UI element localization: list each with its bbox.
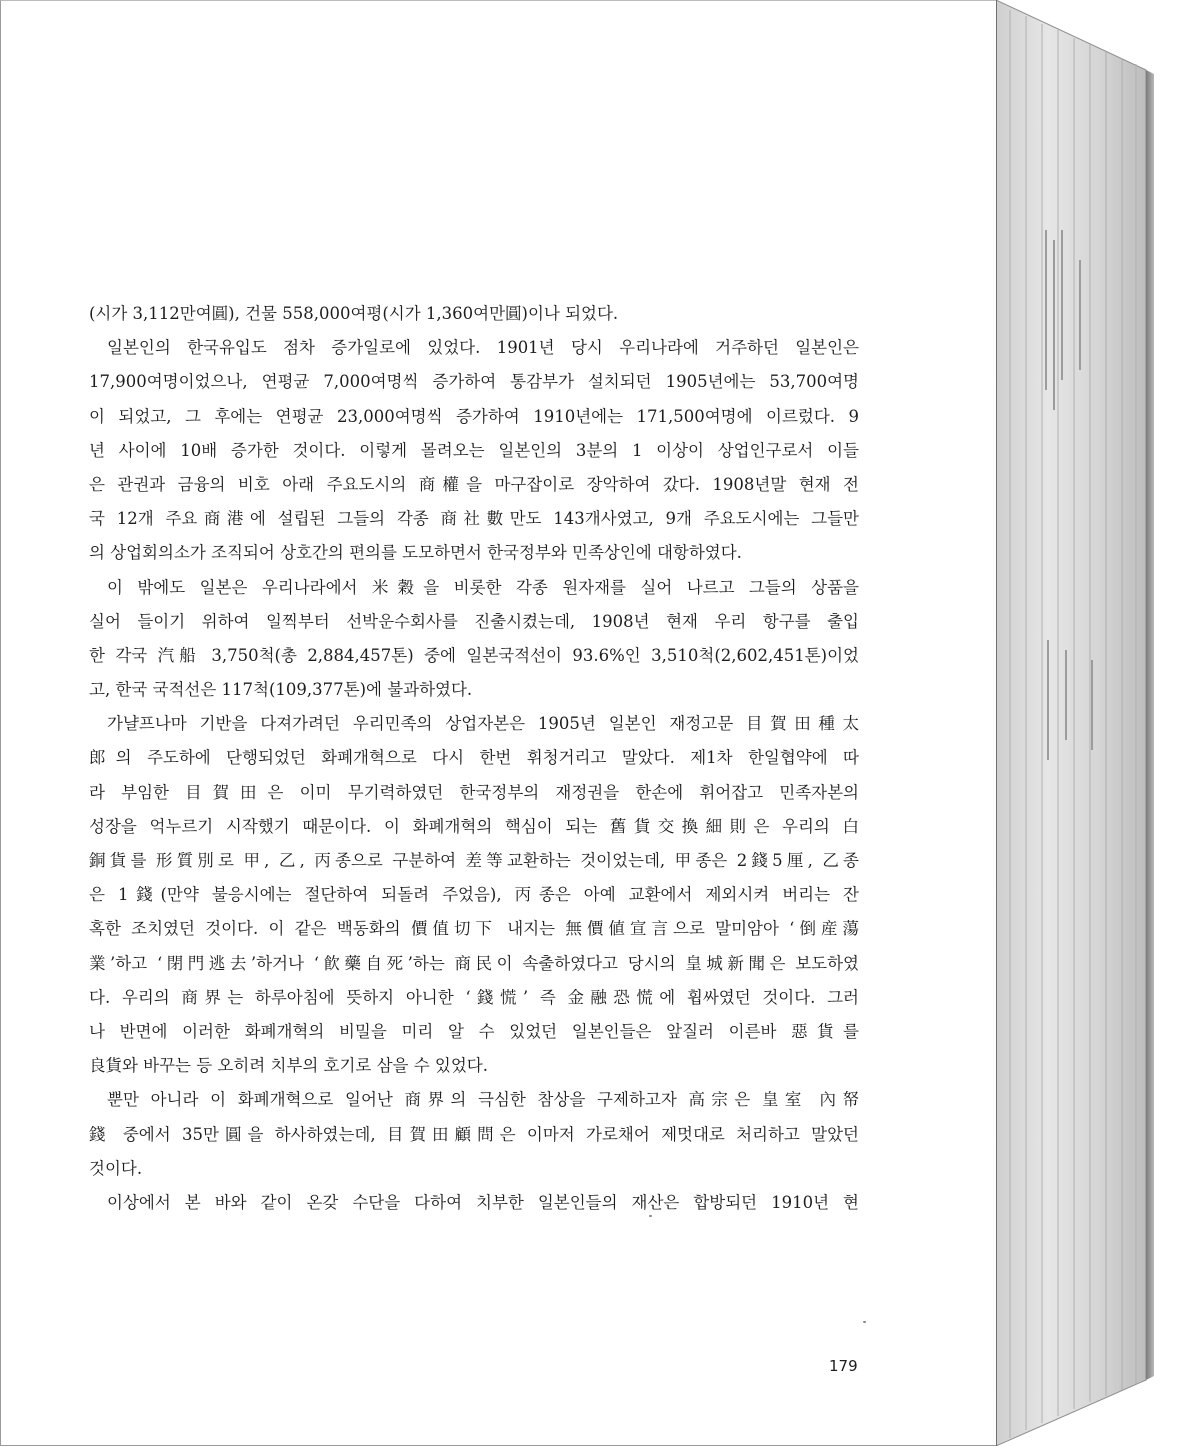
text-line: 일본인의 한국유입도 점차 증가일로에 있었다. 1901년 당시 우리나라에 거주하던 일본인은 [107,338,859,358]
body-text [89,297,859,1220]
text-line: 은 1錢(만약 불응시에는 절단하여 되돌려 주었음), 丙종은 아예 교환에서 제외시켜 버리는 잔 [89,885,859,905]
print-speck [649,1215,652,1217]
text-line: 뿐만 아니라 이 화폐개혁으로 일어난 商界의 극심한 참상을 구제하고자 高宗은 皇室 內帑 [107,1090,859,1110]
text-line: 한 각국 汽船 3,750척(총 2,884,457톤) 중에 일본국적선이 93.6%인 3,510척(2,602,451톤)이었 [89,645,859,665]
text-line: 가냘프나마 기반을 다져가려던 우리민족의 상업자본은 1905년 일본인 재정고문 目賀田種太 [107,714,859,734]
text-line: 은 관권과 금융의 비호 아래 주요도시의 商權을 마구잡이로 장악하여 갔다. 1908년말 현재 전 [89,474,859,494]
text-line: 다. 우리의 商界는 하루아침에 뜻하지 아니한 ‘錢慌’ 즉 金融恐慌에 휩싸였던 것이다. 그러 [89,987,859,1007]
text-line: 성장을 억누르기 시작했기 때문이다. 이 화폐개혁의 핵심이 되는 舊貨交換細則은 우리의 白 [89,816,859,836]
text-line: 이상에서 본 바와 같이 온갖 수단을 다하여 치부한 일본인들의 재산은 합방되던 1910년 현 [107,1192,859,1212]
text-line: 실어 들이기 위하여 일찍부터 선박운수회사를 진출시켰는데, 1908년 현재 우리 항구를 출입 [89,611,859,631]
page-number: 179 [829,1357,858,1375]
text-line: 이 되었고, 그 후에는 연평균 23,000여명씩 증가하여 1910년에는 171,500여명에 이르렀다. 9 [89,406,859,426]
text-line: 나 반면에 이러한 화폐개혁의 비밀을 미리 알 수 있었던 일본인들은 앞질러 이른바 惡貨를 [89,1021,859,1041]
text-line: 郎의 주도하에 단행되었던 화폐개혁으로 다시 한번 휘청거리고 말았다. 제1차 한일협약에 따 [89,748,859,768]
text-line: 17,900여명이었으나, 연평균 7,000여명씩 증가하여 통감부가 설치되던 1905년에는 53,700여명 [89,372,859,392]
book-edge-illustration [996,0,1192,1446]
text-line: 業’하고 ‘閉門逃去’하거나 ‘飮藥自死’하는 商民이 속출하였다고 당시의 皇城新聞은 보도하였 [89,953,859,973]
print-speck [863,1321,866,1323]
text-line: 良貨와 바꾸는 등 오히려 치부의 호기로 삼을 수 있었다. [89,1056,488,1076]
text-line: 이 밖에도 일본은 우리나라에서 米穀을 비롯한 각종 원자재를 실어 나르고 그들의 상품을 [107,577,859,597]
text-line: 것이다. [89,1158,143,1178]
text-line: 혹한 조치였던 것이다. 이 같은 백동화의 價值切下 내지는 無價値宣言으로 말미암아 ‘倒産蕩 [89,919,859,939]
text-line: 의 상업회의소가 조직되어 상호간의 편의를 도모하면서 한국정부와 민족상인에 대항하였다. [89,543,742,563]
text-line: 錢 중에서 35만圓을 하사하였는데, 目賀田顧問은 이마저 가로채어 제멋대로 처리하고 말았던 [89,1124,859,1144]
text-line: 년 사이에 10배 증가한 것이다. 이렇게 몰려오는 일본인의 3분의 1 이상이 상업인구로서 이들 [89,440,859,460]
text-line: 銅貨를 形質別로 甲, 乙, 丙종으로 구분하여 差等교환하는 것이었는데, 甲종은 2錢5厘, 乙종 [89,851,859,870]
text-line: 고, 한국 국적선은 117척(109,377톤)에 불과하였다. [89,680,473,700]
text-line: (시가 3,112만여圓), 건물 558,000여평(시가 1,360여만圓)이나 되었다. [89,304,619,323]
text-line: 라 부임한 目賀田은 이미 무기력하였던 한국정부의 재정권을 한손에 휘어잡고 민족자본의 [89,782,859,802]
text-line: 국 12개 주요商港에 설립된 그들의 각종 商社數만도 143개사였고, 9개 주요도시에는 그들만 [89,509,859,529]
